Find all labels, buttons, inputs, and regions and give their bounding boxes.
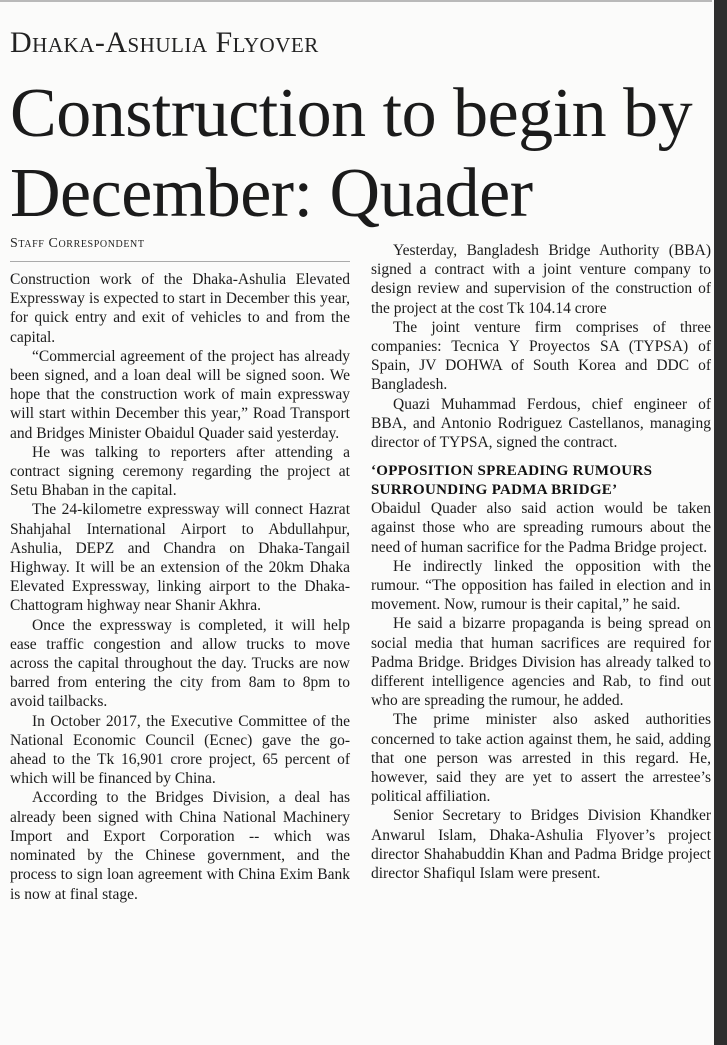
byline: Staff Correspondent (10, 236, 350, 262)
kicker: Dhaka-Ashulia Flyover (10, 26, 319, 59)
page-edge (714, 0, 727, 1045)
column-1 (10, 270, 350, 904)
paragraph: “Commercial agreement of the project has already been signed, and a loan deal will be signed soon. We hope that the construction work of main expressway will start within December this year,” Road Transport and Bridges Minister Obaidul Quader said yesterday. (10, 347, 350, 442)
top-rule (0, 0, 712, 2)
paragraph: Once the expressway is completed, it will help ease traffic congestion and allow trucks to move across the capital throughout the day. Trucks are now barred from entering the city from 8am to 8pm to avoid tailbacks. (10, 616, 350, 711)
headline: Construction to begin by December: Quader (10, 75, 693, 232)
paragraph: Yesterday, Bangladesh Bridge Authority (BBA) signed a contract with a joint venture company to design review and supervision of the construction of the project at the cost Tk 104.14 crore (371, 242, 711, 317)
paragraph: According to the Bridges Division, a deal has already been signed with China National Machinery Import and Export Corporation -- which was nominated by the Chinese government, and the process to sign loan agreement with China Exim Bank is now at final stage. (10, 789, 350, 903)
paragraph: Obaidul Quader also said action would be taken against those who are spreading rumours about the need of human sacrifice for the Padma Bridge project. (371, 500, 711, 556)
paragraph: He was talking to reporters after attending a contract signing ceremony regarding the project at Setu Bhaban in the capital. (10, 443, 350, 500)
paragraph: In October 2017, the Executive Committee of the National Economic Council (Ecnec) gave the go-ahead to the Tk 16,901 crore project, 65 percent of which will be financed by China. (10, 712, 350, 788)
paragraph: Senior Secretary to Bridges Division Khandker Anwarul Islam, Dhaka-Ashulia Flyover’s project director Shahabuddin Khan and Padma Bridge project director Shafiqul Islam were present. (371, 807, 711, 883)
column-2 (371, 241, 711, 883)
paragraph: He said a bizarre propaganda is being spread on social media that human sacrifices are required for Padma Bridge. Bridges Division has already talked to different intelligence agencies and Rab, to find out who are spreading the rumour, he added. (371, 615, 711, 710)
paragraph: He indirectly linked the opposition with the rumour. “The opposition has failed in election and in movement. Now, rumour is their capital,” he said. (371, 557, 711, 614)
paragraph: Quazi Muhammad Ferdous, chief engineer of BBA, and Antonio Rodriguez Castellanos, managing director of TYPSA, signed the contract. (371, 395, 711, 452)
paragraph: Construction work of the Dhaka-Ashulia Elevated Expressway is expected to start in December this year, for quick entry and exit of vehicles to and from the capital. (10, 271, 350, 346)
paragraph: The 24-kilometre expressway will connect Hazrat Shahjahal International Airport to Abdullahpur, Ashulia, DEPZ and Chandra on Dhaka-Tangail Highway. It will be an extension of the 20km Dhaka Elevated Expressway, linking airport to the Dhaka-Chattogram highway near Shanir Akhra. (10, 501, 350, 615)
paragraph: The joint venture firm comprises of three companies: Tecnica Y Proyectos SA (TYPSA) of Spain, JV DOHWA of South Korea and DDC of Bangladesh. (371, 318, 711, 394)
section-subhead: ‘OPPOSITION SPREADING RUMOURS SURROUNDING PADMA BRIDGE’ (371, 463, 653, 498)
paragraph: The prime minister also asked authorities concerned to take action against them, he said, adding that one person was arrested in this regard. He, however, said they are yet to assert the arrestee’s political affiliation. (371, 711, 711, 806)
